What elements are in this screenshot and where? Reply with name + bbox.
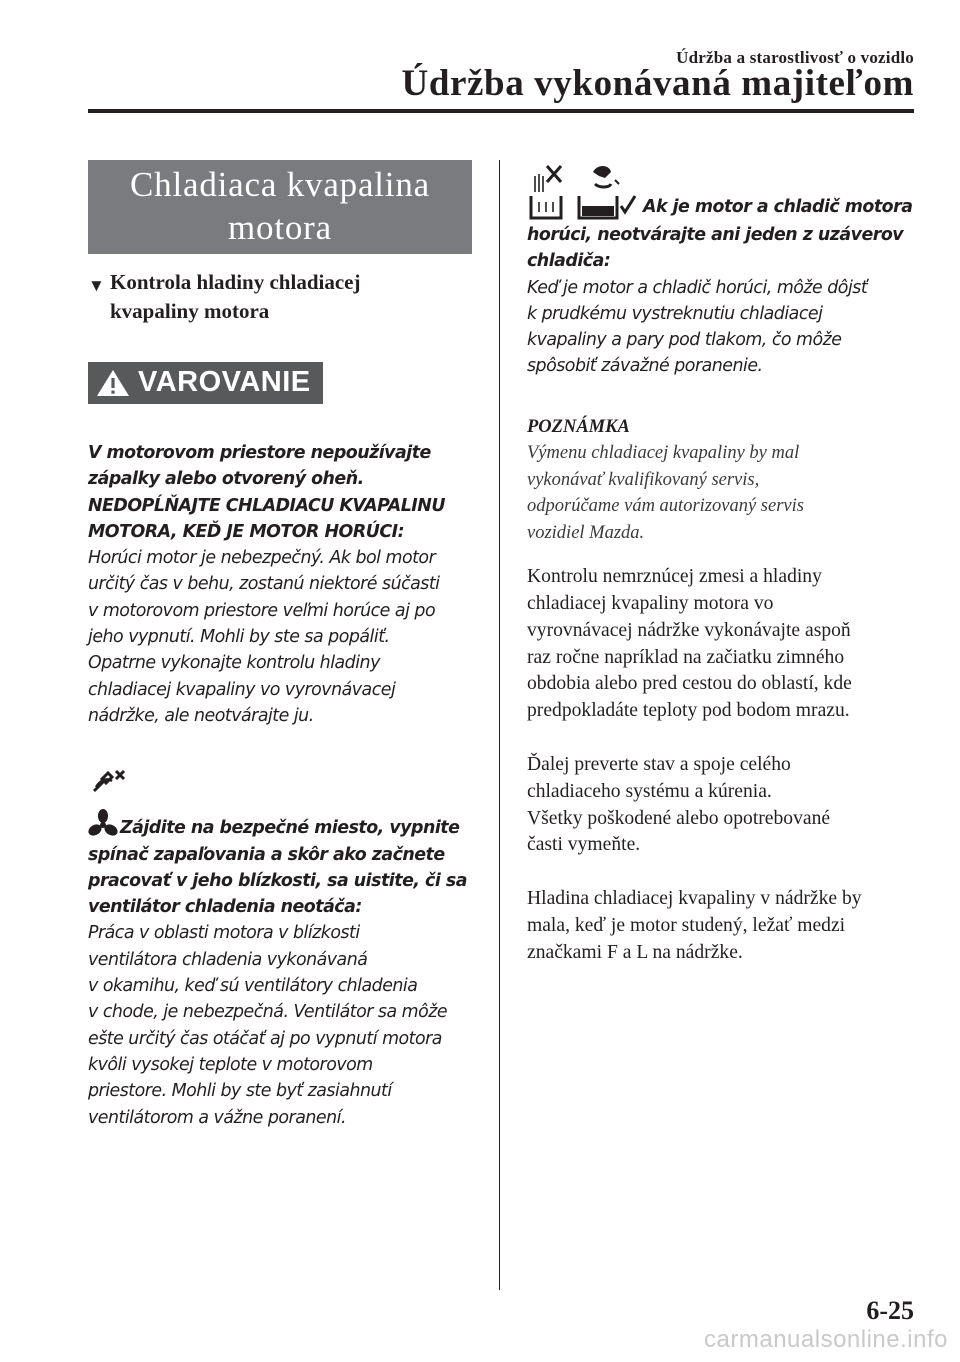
warning-text-line: nádržke, ale neotvárajte ju. xyxy=(88,705,314,726)
paragraph-coolant-level xyxy=(527,886,917,966)
fan-bold-line: ventilátor chladenia neotáča: xyxy=(88,897,362,918)
warning-triangle-icon xyxy=(96,368,130,398)
body-line: vyrovnávacej nádržke vykonávajte aspoň xyxy=(527,619,851,641)
watermark: carmanualsonline.info xyxy=(704,1326,948,1353)
cap-text-line: spôsobiť závažné poranenie. xyxy=(527,356,763,377)
warning-badge xyxy=(88,362,323,404)
header-rule xyxy=(88,109,914,113)
column-divider xyxy=(499,160,500,1290)
fan-text-line: ventilátora chladenia vykonávaná xyxy=(88,949,368,970)
warning-bold-line: zápalky alebo otvorený oheň. xyxy=(88,469,364,490)
warning-text-line: chladiacej kvapaliny vo vyrovnávacej xyxy=(88,679,396,700)
page-number: 6-25 xyxy=(866,1296,914,1325)
body-line: časti vymeňte. xyxy=(527,834,641,856)
cap-bold-line: chladiča: xyxy=(527,251,611,272)
body-line: predpokladáte teploty pod bodom mrazu. xyxy=(527,700,850,722)
body-line: raz ročne napríklad na začiatku zimného xyxy=(527,646,845,668)
fan-bold-line xyxy=(88,809,472,841)
note-line: Výmenu chladiacej kvapaliny by mal xyxy=(527,443,800,464)
no-open-cap-icon xyxy=(527,162,565,222)
note-line: vykonávať kvalifikovaný servis, xyxy=(527,469,760,490)
cap-text-line: Keď je motor a chladič horúci, môže dôjsť xyxy=(527,277,868,298)
fan-text-line: kvôli vysokej teplote v motorovom xyxy=(88,1054,373,1075)
cap-text-line: k prudkému vystreknutiu chladiacej xyxy=(527,303,823,324)
left-column xyxy=(88,160,472,1131)
cap-icon-row xyxy=(527,162,917,222)
fan-bold-line: pracovať v jeho blízkosti, sa uistite, či sa xyxy=(88,870,467,891)
fan-text-line: ešte určitý čas otáčať aj po vypnutí motora xyxy=(88,1028,442,1049)
fan-bold-line: spínač zapaľovania a skôr ako začnete xyxy=(88,844,445,865)
cap-bold-line: Ak je motor a chladič motora xyxy=(643,196,913,217)
warning-bold-line: V motorovom priestore nepoužívajte xyxy=(88,443,431,463)
body-line: mala, keď je motor studený, ležať medzi xyxy=(527,915,846,937)
fan-bold-text: Zájdite na bezpečné miesto, vypnite xyxy=(120,818,460,839)
subheading-line-1: Kontrola hladiny chladiacej xyxy=(110,270,361,294)
open-cap-check-icon xyxy=(575,162,637,222)
fan-text-line: v okamihu, keď sú ventilátory chladenia xyxy=(88,976,418,997)
fan-text-line: ventilátorom a vážne poranení. xyxy=(88,1107,346,1128)
section-title-line-1: Chladiaca kvapalina xyxy=(130,165,430,204)
body-line: Ďalej preverte stav a spoje celého xyxy=(527,754,791,776)
warning-bold-line: NEDOPĹŇAJTE CHLADIACU KVAPALINU xyxy=(88,495,445,516)
radiator-cap-warning xyxy=(527,162,917,380)
warning-bold-line: MOTORA, KEĎ JE MOTOR HORÚCI: xyxy=(88,521,405,542)
triangle-down-icon: ▼ xyxy=(88,276,105,295)
section-title-box xyxy=(88,160,472,254)
fan-text-line: v chode, je nebezpečná. Ventilátor sa môže xyxy=(88,1002,448,1023)
note-title: POZNÁMKA xyxy=(527,416,630,437)
paragraph-system-check xyxy=(527,752,917,859)
body-line: obdobia alebo pred cestou do oblastí, kde xyxy=(527,673,852,695)
body-line: chladiaceho systému a kúrenia. xyxy=(527,780,772,802)
fan-warning-block xyxy=(88,767,472,1131)
warning-block xyxy=(88,440,472,729)
no-hand-tool-icon xyxy=(90,767,126,795)
subheading-line-2: kvapaliny motora xyxy=(110,299,270,323)
warning-label: VAROVANIE xyxy=(138,366,311,398)
subheading xyxy=(88,268,472,326)
cap-bold-line: horúci, neotvárajte ani jeden z uzáverov xyxy=(527,225,904,245)
section-title-line-2: motora xyxy=(228,208,332,247)
warning-text-line: jeho vypnutí. Mohli by ste sa popáliť. xyxy=(88,627,390,648)
warning-text-line: Horúci motor je nebezpečný. Ak bol motor xyxy=(88,548,436,569)
fan-text-line: priestore. Mohli by ste byť zasiahnutí xyxy=(88,1081,392,1102)
note-block xyxy=(527,440,917,546)
warning-text-line: v motorovom priestore veľmi horúce aj po xyxy=(88,600,436,621)
body-line: chladiacej kvapaliny motora vo xyxy=(527,593,774,615)
page-title: Údržba vykonávaná majiteľom xyxy=(401,63,914,104)
body-line: značkami F a L na nádržke. xyxy=(527,941,743,963)
chapter-title: Údržba a starostlivosť o vozidlo xyxy=(676,48,914,67)
paragraph-antifreeze-check xyxy=(527,564,917,725)
body-line: Všetky poškodené alebo opotrebované xyxy=(527,807,831,829)
note-line: odporúčame vám autorizovaný servis xyxy=(527,496,804,517)
warning-text-line: určitý čas v behu, zostanú niektoré súčasti xyxy=(88,574,440,595)
right-column xyxy=(527,162,917,967)
fan-text-line: Práca v oblasti motora v blízkosti xyxy=(88,923,360,944)
note-line: vozidiel Mazda. xyxy=(527,522,645,543)
body-line: Hladina chladiacej kvapaliny v nádržke by xyxy=(527,888,862,910)
cap-text-line: kvapaliny a pary pod tlakom, čo môže xyxy=(527,330,842,351)
fan-icon xyxy=(88,809,118,839)
warning-text-line: Opatrne vykonajte kontrolu hladiny xyxy=(88,653,380,674)
body-line: Kontrolu nemrznúcej zmesi a hladiny xyxy=(527,566,822,588)
